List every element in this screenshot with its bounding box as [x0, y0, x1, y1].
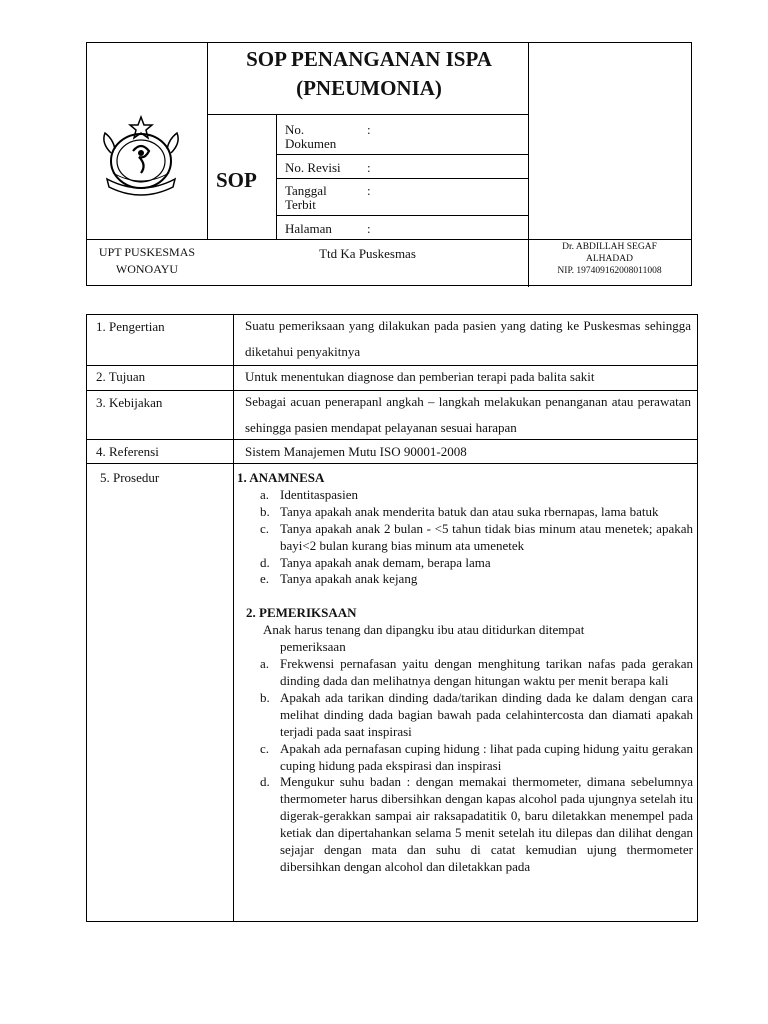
row-text-tujuan: Untuk menentukan diagnose dan pemberian terapi pada balita sakit — [245, 369, 595, 384]
list-item — [237, 521, 693, 555]
spacer — [237, 588, 693, 605]
header-divider — [276, 178, 528, 179]
row-text-kebijakan: Sebagai acuan penerapanl angkah – langkah melakukan penanganan atau perawatan sehingga pasien mendapat pelayanan sesuai harapan — [245, 394, 691, 435]
row-label-referensi: 4. Referensi — [96, 444, 159, 459]
row-text-pengertian: Suatu pemeriksaan yang dilakukan pada pasien yang dating ke Puskesmas sehingga diketahui penyakitnya — [245, 318, 691, 359]
list-item-text: Tanya apakah anak kejang — [280, 571, 418, 587]
list-item — [237, 571, 693, 588]
list-item — [237, 555, 693, 572]
title-line: (PNEUMONIA) — [296, 76, 442, 100]
list-marker: a. — [260, 656, 270, 672]
row-text-referensi: Sistem Manajemen Mutu ISO 90001-2008 — [245, 444, 467, 459]
unit-name-line: UPT PUSKESMAS — [98, 245, 196, 259]
header-divider — [207, 43, 208, 239]
list-marker: c. — [260, 740, 270, 756]
list-marker: d. — [260, 774, 270, 790]
sop-label: SOP — [216, 168, 257, 192]
signature-label: Ttd Ka Puskesmas — [319, 246, 416, 261]
list-marker: b. — [260, 689, 270, 705]
list-item-text: Apakah ada tarikan dinding dada/tarikan dinding dada ke dalam dengan cara melihat dinding dada bagian bawah pada celahintercosta dan diamati apakah terjadi pada saat inspirasi — [280, 689, 693, 739]
list-item-text: Identitaspasien — [280, 486, 358, 502]
list-marker: a. — [260, 486, 270, 502]
section-heading-pemeriksaan: 2. PEMERIKSAAN — [246, 605, 357, 621]
table-divider — [233, 315, 234, 921]
sop-content-table — [86, 314, 698, 922]
title-line: SOP PENANGANAN ISPA — [246, 47, 492, 71]
list-item — [237, 656, 693, 690]
regency-emblem-logo-icon — [93, 113, 189, 201]
unit-name — [87, 244, 207, 278]
table-divider — [87, 463, 697, 464]
head-nip: NIP. 197409162008011008 — [557, 266, 662, 276]
intro-line: Anak harus tenang dan dipangku ibu atau ditidurkan ditempat — [263, 622, 585, 638]
list-marker: e. — [260, 571, 270, 587]
list-item-text: Tanya apakah anak menderita batuk dan atau suka rbernapas, lama batuk — [280, 503, 659, 519]
list-item-text: Tanya apakah anak demam, berapa lama — [280, 554, 491, 570]
meta-colon: : — [367, 221, 371, 236]
unit-name-line: WONOAYU — [115, 262, 179, 276]
meta-label-halaman: Halaman — [285, 221, 332, 236]
pemeriksaan-list — [237, 656, 693, 876]
meta-colon: : — [367, 160, 371, 175]
procedure-content — [237, 470, 693, 876]
meta-colon: : — [367, 122, 371, 137]
sop-header-table — [86, 42, 692, 286]
list-item — [237, 774, 693, 875]
header-divider — [276, 215, 528, 216]
header-divider — [207, 114, 528, 115]
header-divider — [276, 114, 277, 239]
list-item-text: Apakah ada pernafasan cuping hidung : lihat pada cuping hidung yaitu gerakan cuping hidung pada ekspirasi dan inspirasi — [280, 740, 693, 773]
table-divider — [87, 365, 697, 366]
meta-colon: : — [367, 183, 371, 198]
head-name-line: Dr. ABDILLAH SEGAF — [562, 242, 657, 252]
list-marker: b. — [260, 503, 270, 519]
list-marker: d. — [260, 554, 270, 570]
list-item-text: Mengukur suhu badan : dengan memakai thermometer, dimana sebelumnya thermometer harus dibersihkan dengan kapas alcohol pada ujungnya setelah itu digerak-gerakkan sampai air raksapadatitik 0, baru diletakkan menempel pada ketiak dan dipertahankan selama 5 menit setelah itu dilepas dan dilihat dengan sejajar dengan mata dan suhu di catat kemudian ujung thermometer dibersihkan dengan alcohol dan diletakkan pada — [280, 774, 693, 874]
header-divider — [87, 239, 691, 240]
intro-line: pemeriksaan — [280, 639, 346, 655]
list-item — [237, 690, 693, 741]
row-label-tujuan: 2. Tujuan — [96, 369, 146, 384]
head-of-puskesmas — [528, 241, 691, 277]
head-name-line: ALHADAD — [586, 254, 633, 264]
meta-label-revisi: No. Revisi — [285, 160, 341, 175]
pemeriksaan-intro — [237, 622, 693, 656]
meta-label-tanggal-terbit: Tanggal Terbit — [285, 183, 327, 212]
anamnesa-list — [237, 487, 693, 588]
list-marker: c. — [260, 520, 270, 536]
document-title — [209, 45, 529, 103]
list-item-text: Frekwensi pernafasan yaitu dengan menghitung tarikan nafas pada gerakan dinding dada dan melihatnya dengan hitungan waktu per menit berapa kali — [280, 656, 693, 688]
row-label-prosedur: 5. Prosedur — [100, 470, 160, 485]
meta-label-dokumen: No. Dokumen — [285, 122, 337, 151]
list-item — [237, 487, 693, 504]
list-item-text: Tanya apakah anak 2 bulan - <5 tahun tidak bias minum atau menetek; apakah bayi<2 bulan kurang bias minum ata umenetek — [280, 520, 693, 553]
row-label-pengertian: 1. Pengertian — [96, 319, 165, 334]
section-heading-anamnesa: 1. ANAMNESA — [237, 470, 325, 485]
row-label-kebijakan: 3. Kebijakan — [96, 395, 163, 410]
header-divider — [276, 154, 528, 155]
list-item — [237, 741, 693, 775]
list-item — [237, 504, 693, 521]
